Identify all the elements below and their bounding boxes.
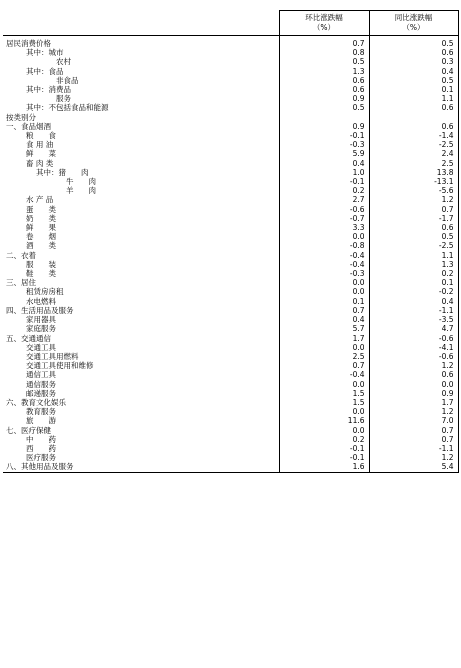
row-mom-value: -0.1 [279,177,369,186]
row-yoy-value: 2.4 [369,149,458,158]
row-mom-value: 0.0 [279,278,369,287]
row-mom-value: 0.0 [279,287,369,296]
row-label: 交通工具用燃料 [3,352,279,361]
table-row [3,269,458,278]
row-label: 医疗服务 [3,453,279,462]
table-row [3,103,458,112]
row-mom-value: 0.0 [279,426,369,435]
table-row [3,223,458,232]
row-mom-value: -0.7 [279,214,369,223]
table-row [3,416,458,425]
row-label: 五、交通通信 [3,334,279,343]
row-yoy-value: 13.8 [369,168,458,177]
row-label: 卷 烟 [3,232,279,241]
row-mom-value: 0.0 [279,232,369,241]
row-yoy-value: -1.4 [369,131,458,140]
row-mom-value: 0.6 [279,76,369,85]
row-label: 鲜 菜 [3,149,279,158]
row-yoy-value: -1.7 [369,214,458,223]
row-mom-value: -0.1 [279,131,369,140]
row-label: 六、教育文化娱乐 [3,398,279,407]
row-mom-value: 0.7 [279,36,369,49]
row-yoy-value: -13.1 [369,177,458,186]
row-label: 七、医疗保健 [3,426,279,435]
row-yoy-value: 1.1 [369,94,458,103]
header-blank-cell [3,11,279,36]
table-row [3,195,458,204]
table-row [3,306,458,315]
row-label: 交通工具 [3,343,279,352]
row-yoy-value: 4.7 [369,324,458,333]
table-row [3,232,458,241]
row-mom-value: 0.4 [279,315,369,324]
row-yoy-value: 1.2 [369,361,458,370]
header-mom-unit: （%） [312,23,336,32]
table-row [3,122,458,131]
row-mom-value: 0.0 [279,380,369,389]
table-row [3,297,458,306]
table-row [3,131,458,140]
row-label: 其中：食品 [3,67,279,76]
row-label: 邮递服务 [3,389,279,398]
row-label: 西 药 [3,444,279,453]
row-label: 通信服务 [3,380,279,389]
row-label: 通信工具 [3,370,279,379]
table-row [3,315,458,324]
row-label: 四、生活用品及服务 [3,306,279,315]
row-label: 其中：城市 [3,48,279,57]
row-mom-value: 0.9 [279,122,369,131]
table-row [3,389,458,398]
row-yoy-value: -0.6 [369,352,458,361]
table-row [3,462,458,472]
row-yoy-value: -1.1 [369,306,458,315]
row-label: 水 产 品 [3,195,279,204]
row-yoy-value: -2.5 [369,241,458,250]
table-row [3,94,458,103]
row-label: 其中：不包括食品和能源 [3,103,279,112]
row-label: 畜 肉 类 [3,159,279,168]
row-mom-value: 0.0 [279,407,369,416]
row-mom-value: 1.3 [279,67,369,76]
row-yoy-value: -5.6 [369,186,458,195]
table-row [3,324,458,333]
table-row [3,260,458,269]
row-mom-value: 0.6 [279,85,369,94]
row-yoy-value: 0.6 [369,223,458,232]
row-label: 八、其他用品及服务 [3,462,279,472]
table-row [3,398,458,407]
row-label: 交通工具使用和维修 [3,361,279,370]
table-row [3,85,458,94]
row-label: 食 用 油 [3,140,279,149]
row-mom-value: -0.1 [279,453,369,462]
header-yoy-title: 同比涨跌幅 [394,13,433,22]
header-mom-title: 环比涨跌幅 [305,13,343,22]
row-mom-value: 1.5 [279,398,369,407]
row-label: 三、居住 [3,278,279,287]
table-row [3,435,458,444]
header-yoy [369,11,458,36]
row-mom-value: 5.9 [279,149,369,158]
row-label: 二、衣着 [3,251,279,260]
header-mom [279,11,369,36]
row-yoy-value: 0.5 [369,76,458,85]
table-row [3,251,458,260]
row-label: 服务 [3,94,279,103]
table-row [3,453,458,462]
table-row [3,241,458,250]
table-row [3,370,458,379]
table-row [3,205,458,214]
row-mom-value: -0.1 [279,444,369,453]
row-mom-value: 0.5 [279,103,369,112]
row-label: 按类别分 [3,113,279,122]
table-row [3,57,458,66]
table-row [3,113,458,122]
row-mom-value: -0.3 [279,140,369,149]
row-mom-value: 2.7 [279,195,369,204]
row-mom-value: 5.7 [279,324,369,333]
row-mom-value: 1.6 [279,462,369,472]
row-yoy-value: 7.0 [369,416,458,425]
row-label: 服 装 [3,260,279,269]
row-label: 奶 类 [3,214,279,223]
row-label: 水电燃料 [3,297,279,306]
row-yoy-value: 2.5 [369,159,458,168]
table-header-row [3,11,458,36]
row-yoy-value: 0.6 [369,122,458,131]
row-yoy-value: 0.9 [369,389,458,398]
row-label: 牛 肉 [3,177,279,186]
row-yoy-value: 0.6 [369,48,458,57]
table-row [3,352,458,361]
table-row [3,444,458,453]
row-label: 家庭服务 [3,324,279,333]
row-yoy-value: -2.5 [369,140,458,149]
row-mom-value: 0.1 [279,297,369,306]
header-yoy-unit: （%） [402,23,425,32]
row-yoy-value: 1.7 [369,398,458,407]
row-yoy-value: 1.1 [369,251,458,260]
table-row [3,149,458,158]
row-mom-value: -0.4 [279,251,369,260]
row-label: 居民消费价格 [3,36,279,49]
row-mom-value: 0.7 [279,361,369,370]
row-label: 中 药 [3,435,279,444]
row-mom-value: 1.7 [279,334,369,343]
row-yoy-value: 0.1 [369,278,458,287]
table-row [3,214,458,223]
row-label: 租赁房房租 [3,287,279,296]
row-yoy-value: -0.6 [369,334,458,343]
row-mom-value: 0.4 [279,159,369,168]
table-row [3,343,458,352]
row-label: 农村 [3,57,279,66]
row-label: 家用器具 [3,315,279,324]
row-label: 蛋 类 [3,205,279,214]
cpi-table [3,10,459,473]
row-mom-value: 3.3 [279,223,369,232]
row-yoy-value: 0.2 [369,269,458,278]
row-yoy-value: 0.7 [369,435,458,444]
row-yoy-value: 1.2 [369,407,458,416]
row-label: 旅 游 [3,416,279,425]
row-mom-value: 1.5 [279,389,369,398]
row-label: 一、食品烟酒 [3,122,279,131]
row-yoy-value: 0.0 [369,380,458,389]
table-row [3,334,458,343]
table-row [3,48,458,57]
row-label: 酒 类 [3,241,279,250]
row-yoy-value: 5.4 [369,462,458,472]
row-label: 鲜 果 [3,223,279,232]
row-label: 非食品 [3,76,279,85]
table-row [3,168,458,177]
row-yoy-value: 1.2 [369,453,458,462]
row-yoy-value: 0.3 [369,57,458,66]
row-label: 其中：消费品 [3,85,279,94]
row-yoy-value: -3.5 [369,315,458,324]
table-row [3,140,458,149]
row-mom-value: 0.5 [279,57,369,66]
row-mom-value: 11.6 [279,416,369,425]
row-label: 鞋 类 [3,269,279,278]
row-mom-value: 0.8 [279,48,369,57]
row-mom-value: 2.5 [279,352,369,361]
table-row [3,36,458,49]
row-yoy-value: 0.4 [369,67,458,76]
row-yoy-value [369,113,458,122]
row-mom-value: 0.2 [279,435,369,444]
row-yoy-value: 0.6 [369,103,458,112]
row-mom-value: 1.0 [279,168,369,177]
row-yoy-value: 0.6 [369,370,458,379]
row-label: 羊 肉 [3,186,279,195]
table-row [3,426,458,435]
row-yoy-value: 0.1 [369,85,458,94]
row-yoy-value: -0.2 [369,287,458,296]
row-mom-value [279,113,369,122]
row-mom-value: 0.0 [279,343,369,352]
table-body [3,36,458,473]
row-mom-value: 0.7 [279,306,369,315]
row-yoy-value: 0.7 [369,426,458,435]
row-mom-value: 0.2 [279,186,369,195]
table-row [3,380,458,389]
row-mom-value: -0.6 [279,205,369,214]
row-yoy-value: 1.3 [369,260,458,269]
table-row [3,287,458,296]
table-row [3,159,458,168]
row-yoy-value: 0.4 [369,297,458,306]
row-yoy-value: 0.5 [369,36,458,49]
table-row [3,67,458,76]
row-yoy-value: 1.2 [369,195,458,204]
row-mom-value: -0.4 [279,370,369,379]
row-mom-value: -0.8 [279,241,369,250]
row-label: 粮 食 [3,131,279,140]
table-row [3,407,458,416]
table-row [3,278,458,287]
row-yoy-value: -1.1 [369,444,458,453]
table-row [3,186,458,195]
table-row [3,361,458,370]
row-label: 其中：猪 肉 [3,168,279,177]
row-yoy-value: 0.5 [369,232,458,241]
row-mom-value: 0.9 [279,94,369,103]
row-mom-value: -0.3 [279,269,369,278]
table-row [3,177,458,186]
row-mom-value: -0.4 [279,260,369,269]
table-row [3,76,458,85]
row-yoy-value: -4.1 [369,343,458,352]
row-label: 教育服务 [3,407,279,416]
row-yoy-value: 0.7 [369,205,458,214]
